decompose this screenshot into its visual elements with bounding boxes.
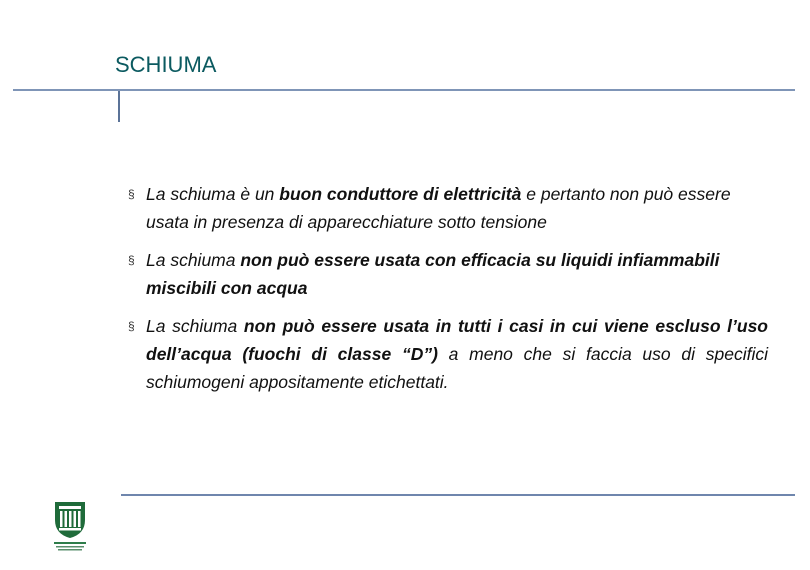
bullet-text: e pertanto non può essere usata in presenza di apparecchiature sotto tensione: [146, 184, 731, 232]
slide-title: SCHIUMA: [115, 52, 217, 77]
bullet-emphasis: buon conduttore di elettricità: [279, 184, 522, 204]
bullet-marker: §: [128, 319, 135, 333]
bullet-list: [128, 180, 768, 406]
bullet-text: La schiuma: [146, 316, 244, 336]
bullet-emphasis: non può essere usata con efficacia su liquidi infiammabili miscibili con acqua: [146, 250, 720, 298]
bullet-marker: §: [128, 253, 135, 267]
bullet-text: a meno che si faccia uso di specifici schiumogeni appositamente etichettati.: [146, 344, 768, 392]
bullet-emphasis: non può essere usata in tutti i casi in cui viene escluso l’uso dell’acqua (fuochi di classe “D”): [146, 316, 768, 364]
bullet-text: La schiuma è un: [146, 184, 280, 204]
bullet-text: La schiuma: [146, 250, 241, 270]
university-seal-icon: [52, 500, 88, 552]
header-divider: [13, 89, 795, 91]
bullet-marker: §: [128, 187, 135, 201]
footer-divider: [121, 494, 795, 496]
bullet-item: [128, 180, 768, 236]
header-accent-bar: [118, 91, 120, 122]
bullet-item: [128, 312, 768, 396]
bullet-item: [128, 246, 768, 302]
